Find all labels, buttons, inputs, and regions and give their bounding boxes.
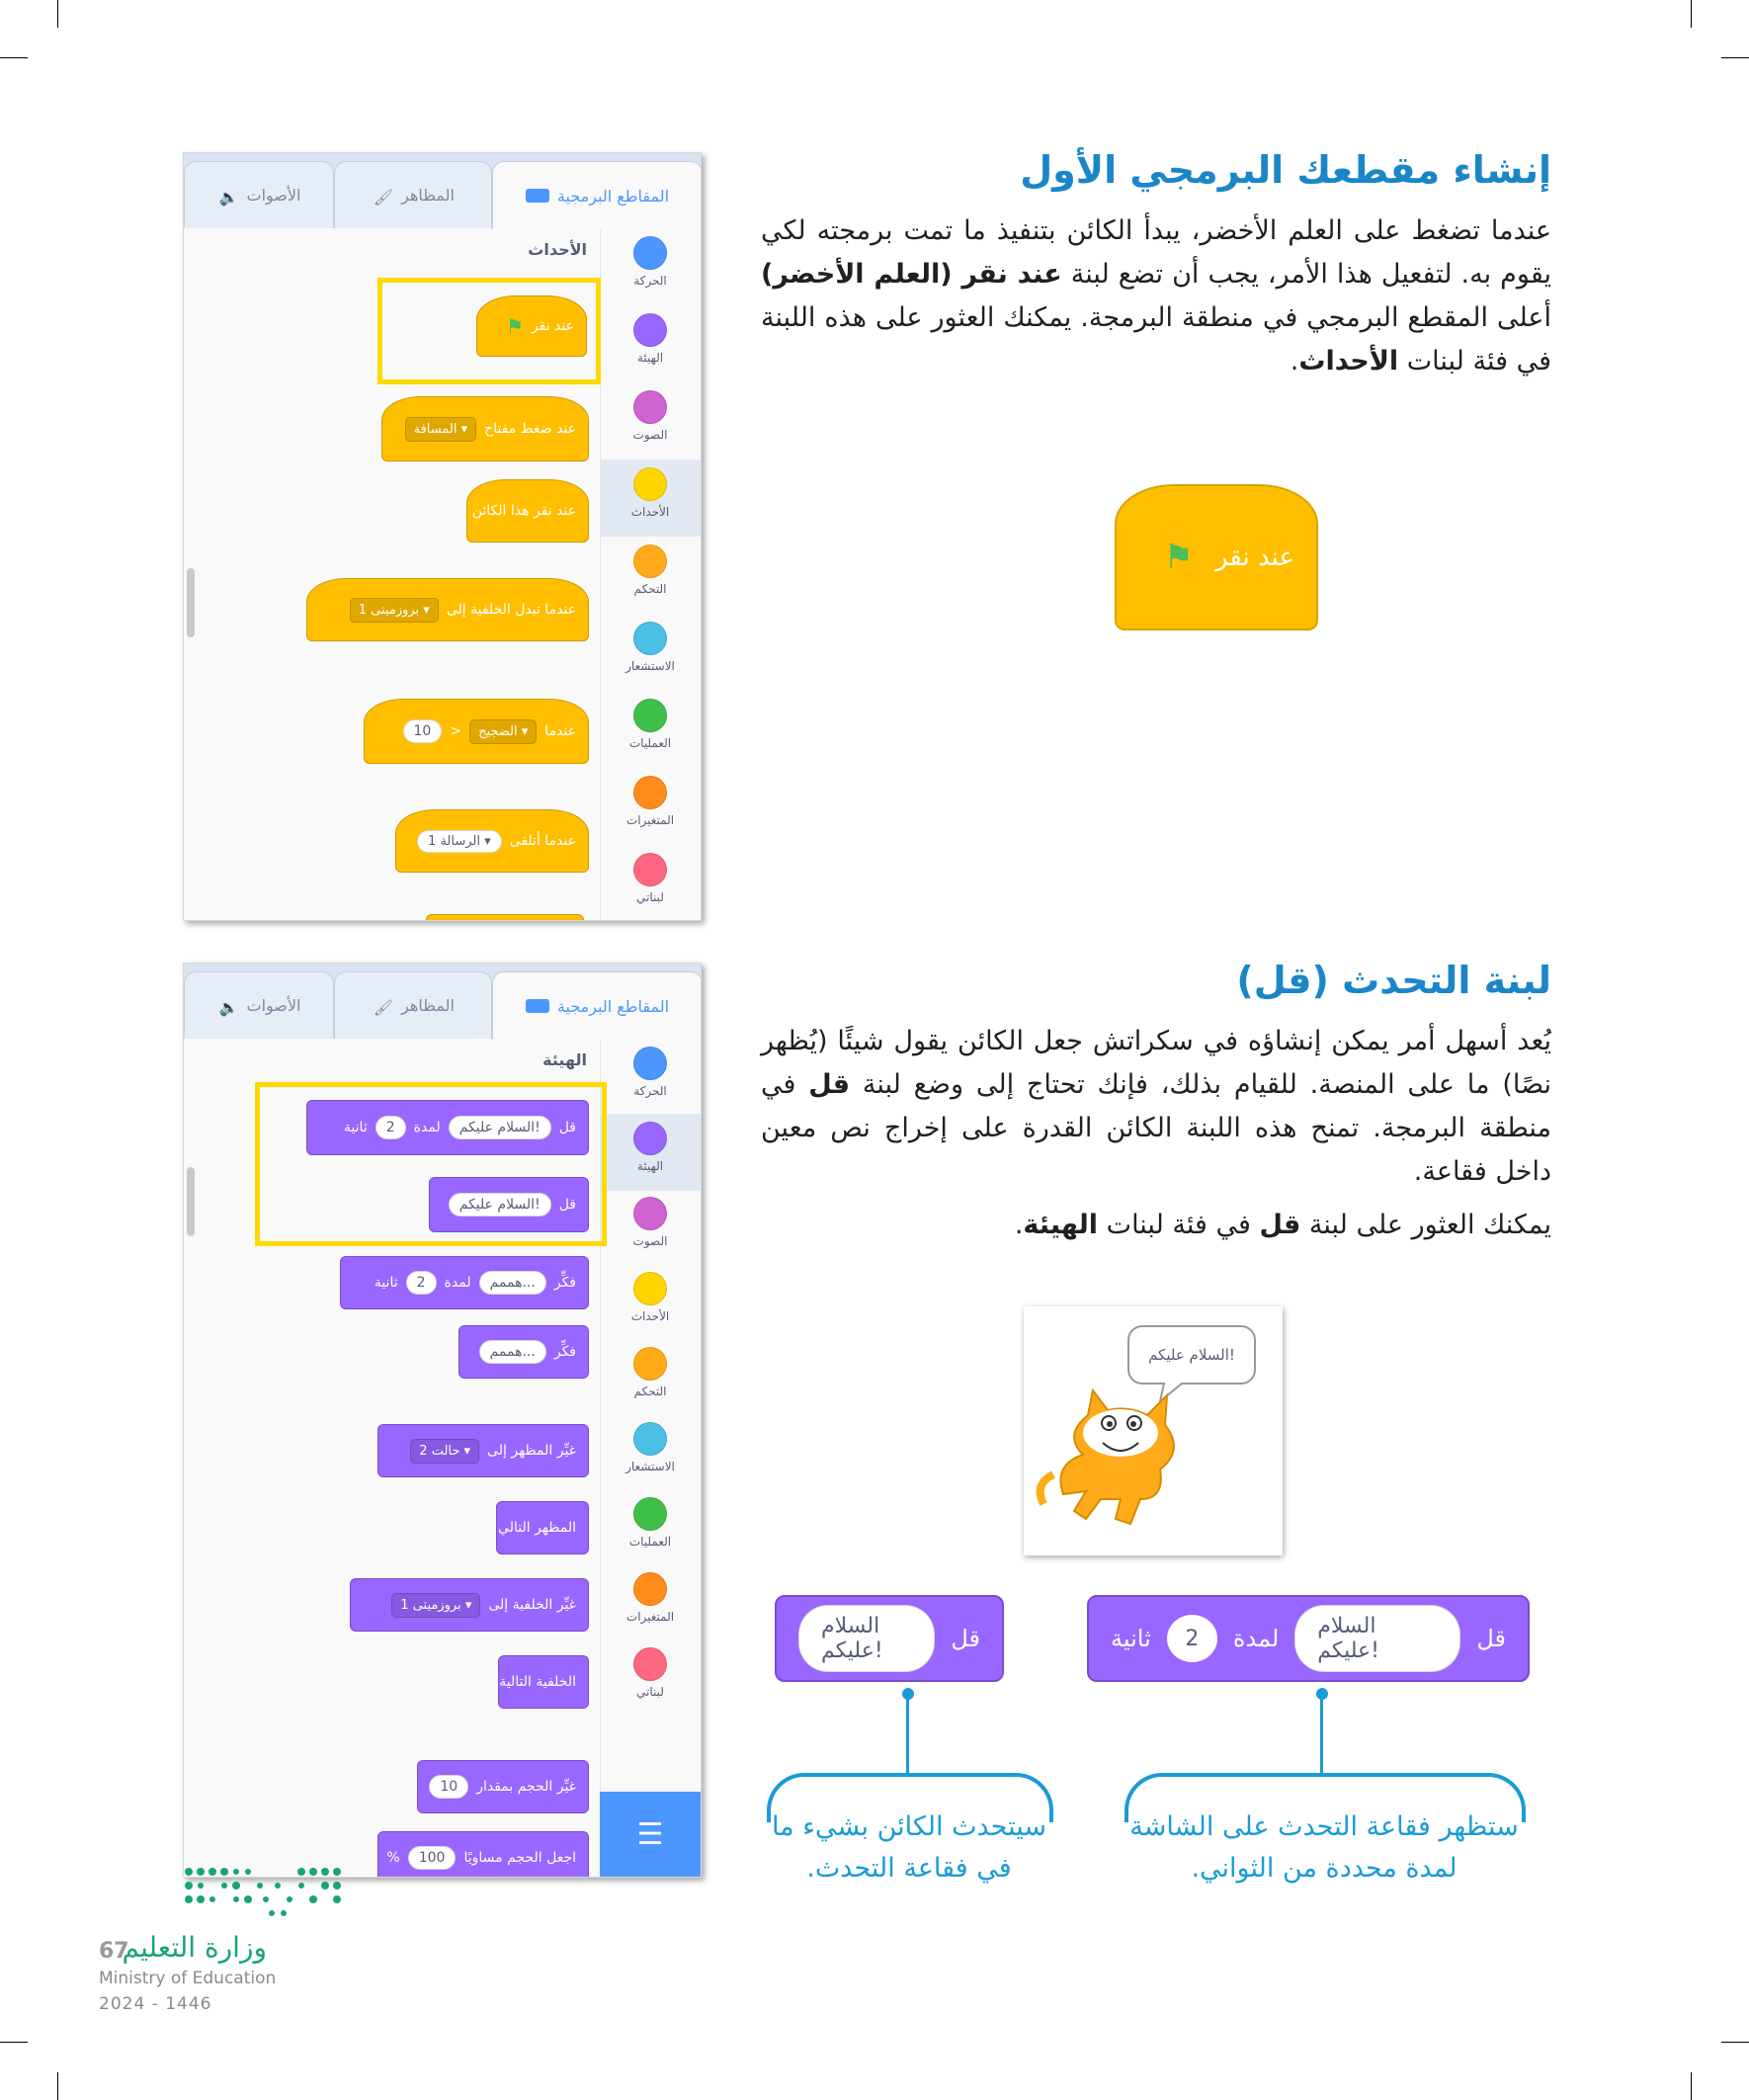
category-looks[interactable]: الهيئة xyxy=(600,305,701,382)
number-input[interactable]: 10 xyxy=(403,719,443,743)
tab-code[interactable]: المقاطع البرمجية xyxy=(492,971,702,1040)
text-input[interactable]: هممم... xyxy=(479,1271,546,1295)
section-paragraph: عندما تضغط على العلم الأخضر، يبدأ الكائن بتنفيذ ما تمت برمجته لكي يقوم به. لتفعيل هذا الأمر، يجب أن تضع لبنة عند نقر (العلم الأخضر) أعلى المقطع البرمجي في منطقة البرمجة. يمكنك العثور على هذه اللبنة في فئة لبنات الأحداث. xyxy=(761,215,1551,377)
text-input: السلام عليكم! xyxy=(798,1605,935,1672)
when-sprite-clicked-block[interactable]: عند نقر هذا الكائن xyxy=(466,479,589,543)
motion-icon xyxy=(633,1047,667,1080)
caption-right: ستظهر فقاعة التحدث على الشاشة لمدة محددة من الثواني. xyxy=(1129,1811,1519,1884)
crop-mark xyxy=(1721,57,1749,58)
when-key-pressed-block[interactable]: عند ضغط مفتاح المسافة ▾ xyxy=(381,396,589,462)
switch-costume-block[interactable]: غيِّر المظهر إلى حالت 2 ▾ xyxy=(377,1424,589,1477)
set-size-block[interactable]: اجعل الحجم مساويًا 100 % xyxy=(377,1831,589,1878)
connector-line xyxy=(1320,1694,1323,1773)
category-list xyxy=(600,1039,701,1877)
connector-line xyxy=(906,1694,909,1773)
category-my-blocks[interactable]: لبناتي xyxy=(600,1639,701,1717)
when-flag-clicked-block-large xyxy=(1115,484,1318,630)
crop-mark xyxy=(1721,2042,1749,2043)
number-input[interactable]: 2 xyxy=(406,1271,437,1295)
section-say-block xyxy=(761,959,1551,1247)
scratch-blocks-panel-looks xyxy=(183,963,702,1878)
palette-scrollbar[interactable] xyxy=(187,568,195,637)
crop-mark xyxy=(57,0,58,28)
next-backdrop-block[interactable]: الخلفية التالية xyxy=(498,1655,589,1709)
speech-bubble-text: السلام عليكم! xyxy=(1148,1346,1235,1364)
scratch-cat-icon xyxy=(1024,1306,1283,1555)
highlight-box xyxy=(377,278,601,384)
variables-icon xyxy=(633,1572,667,1606)
category-variables[interactable]: المتغيرات xyxy=(600,768,701,845)
page-number: 67 xyxy=(99,1939,129,1964)
speaker-icon: 🔈 xyxy=(218,997,239,1017)
green-flag-icon: ⚑ xyxy=(505,314,524,338)
tab-sounds[interactable]: الأصوات 🔈 xyxy=(184,971,334,1039)
sound-icon xyxy=(633,390,667,424)
section-first-script xyxy=(761,148,1551,383)
crop-mark xyxy=(1691,0,1692,28)
operators-icon xyxy=(633,1497,667,1531)
palette-title: الأحداث xyxy=(528,240,587,259)
code-blocks-icon xyxy=(526,189,549,203)
text-input: السلام عليكم! xyxy=(1294,1605,1460,1672)
edition-year: 2024 - 1446 xyxy=(99,1994,212,2014)
brush-icon: 🖌 xyxy=(373,187,394,207)
tab-costumes[interactable]: المظاهر 🖌 xyxy=(334,161,492,228)
scratch-blocks-panel-events xyxy=(183,152,702,921)
say-block[interactable]: قل السلام عليكم! xyxy=(429,1177,589,1232)
section-paragraph: يمكنك العثور على لبنة قل في فئة لبنات الهيئة. xyxy=(1014,1210,1551,1240)
dots-logo-icon xyxy=(183,1866,351,1921)
when-backdrop-switches-block[interactable]: عندما تبدل الخلفية إلى بروزميتى 1 ▾ xyxy=(306,578,589,641)
category-looks[interactable]: الهيئة xyxy=(600,1114,701,1191)
ministry-logo-dots xyxy=(183,1866,351,1925)
extension-icon: ☰ xyxy=(636,1816,664,1852)
message-dropdown[interactable]: الرسالة 1 ▾ xyxy=(417,830,502,853)
category-list xyxy=(600,228,701,920)
partial-block xyxy=(426,914,584,921)
ministry-name-ar: وزارة التعليم xyxy=(122,1931,267,1964)
tab-costumes[interactable]: المظاهر 🖌 xyxy=(334,971,492,1039)
block-label: عند نقر xyxy=(1214,543,1294,572)
crop-mark xyxy=(0,2042,28,2043)
block-label: لمدة xyxy=(1232,1625,1280,1652)
key-dropdown[interactable]: المسافة ▾ xyxy=(405,417,477,442)
palette-scrollbar[interactable] xyxy=(187,1167,195,1236)
category-operators[interactable]: العمليات xyxy=(600,691,701,768)
category-events[interactable]: الأحداث xyxy=(600,1264,701,1341)
sprite-preview xyxy=(1024,1306,1283,1555)
number-input: 2 xyxy=(1167,1615,1217,1662)
when-greater-than-block[interactable]: عندما الضجيج ▾ > 10 xyxy=(364,699,589,764)
block-label: قل xyxy=(1476,1625,1506,1652)
add-extension-button[interactable] xyxy=(600,1792,701,1877)
text-input[interactable]: السلام عليكم! xyxy=(449,1193,551,1217)
sensor-dropdown[interactable]: الضجيج ▾ xyxy=(469,719,537,744)
change-size-block[interactable]: غيِّر الحجم بمقدار 10 xyxy=(417,1760,589,1813)
looks-icon xyxy=(633,1122,667,1155)
operators-icon xyxy=(633,699,667,732)
highlight-box xyxy=(255,1082,607,1246)
tab-code[interactable]: المقاطع البرمجية xyxy=(492,161,702,229)
category-motion[interactable]: الحركة xyxy=(600,1039,701,1116)
block-label: قل xyxy=(951,1625,980,1652)
control-icon xyxy=(633,1347,667,1381)
say-block-large xyxy=(775,1595,1004,1682)
costume-dropdown[interactable]: حالت 2 ▾ xyxy=(410,1439,479,1464)
ministry-name-en: Ministry of Education xyxy=(99,1969,277,1988)
green-flag-icon: ⚑ xyxy=(1163,538,1194,577)
text-input[interactable]: السلام عليكم! xyxy=(449,1116,551,1139)
palette-title: الهيئة xyxy=(542,1050,587,1069)
my-blocks-icon xyxy=(633,1647,667,1681)
crop-mark xyxy=(57,2072,58,2100)
section-heading: لبنة التحدث (قل) xyxy=(1236,959,1551,1002)
say-for-secs-block[interactable]: قل السلام عليكم! لمدة 2 ثانية xyxy=(306,1100,589,1155)
category-sound[interactable]: الصوت xyxy=(600,1189,701,1266)
code-blocks-icon xyxy=(526,999,549,1013)
category-sensing[interactable]: الاستشعار xyxy=(600,1414,701,1491)
crop-mark xyxy=(1691,2072,1692,2100)
sensing-icon xyxy=(633,1422,667,1456)
next-costume-block[interactable]: المظهر التالي xyxy=(496,1501,589,1554)
when-i-receive-block[interactable]: عندما أتلقى الرسالة 1 ▾ xyxy=(395,809,589,873)
brush-icon: 🖌 xyxy=(373,997,394,1017)
control-icon xyxy=(633,545,667,578)
variables-icon xyxy=(633,776,667,809)
think-block[interactable]: فكِّر هممم... xyxy=(458,1325,589,1379)
crop-mark xyxy=(0,57,28,58)
category-control[interactable]: التحكم xyxy=(600,537,701,614)
speaker-icon: 🔈 xyxy=(218,187,239,207)
section-heading: إنشاء مقطعك البرمجي الأول xyxy=(1020,148,1551,192)
events-icon xyxy=(633,467,667,501)
category-operators[interactable]: العمليات xyxy=(600,1489,701,1566)
tab-sounds[interactable]: الأصوات 🔈 xyxy=(184,161,334,228)
category-events[interactable]: الأحداث xyxy=(600,460,701,537)
sensing-icon xyxy=(633,622,667,655)
my-blocks-icon xyxy=(633,853,667,886)
caption-left: سيتحدث الكائن بشيء ما في فقاعة التحدث. xyxy=(771,1811,1047,1884)
category-sound[interactable]: الصوت xyxy=(600,382,701,460)
motion-icon xyxy=(633,236,667,270)
think-for-secs-block[interactable]: فكِّر هممم... لمدة 2 ثانية xyxy=(340,1256,589,1309)
category-control[interactable]: التحكم xyxy=(600,1339,701,1416)
events-icon xyxy=(633,1272,667,1305)
text-input[interactable]: هممم... xyxy=(479,1340,546,1364)
number-input[interactable]: 100 xyxy=(408,1846,457,1870)
backdrop-dropdown[interactable]: بروزميتى 1 ▾ xyxy=(391,1593,480,1618)
tab-bar xyxy=(184,964,701,1039)
tab-bar xyxy=(184,153,701,228)
section-paragraph: يُعد أسهل أمر يمكن إنشاؤه في سكراتش جعل الكائن يقول شيئًا (يُظهر نصًا) ما على المنصة. للقيام بذلك، فإنك تحتاج إلى وضع لبنة قل في منطقة البرمجة. تمنح هذه اللبنة الكائن القدرة على إخراج نص معين داخل فقاعة. xyxy=(761,1026,1552,1187)
backdrop-dropdown[interactable]: بروزميتى 1 ▾ xyxy=(350,598,439,623)
number-input[interactable]: 10 xyxy=(429,1775,468,1799)
category-my-blocks[interactable]: لبناتي xyxy=(600,845,701,921)
category-sensing[interactable]: الاستشعار xyxy=(600,614,701,691)
say-for-secs-block-large xyxy=(1087,1595,1530,1682)
switch-backdrop-block[interactable]: غيِّر الخلفية إلى بروزميتى 1 ▾ xyxy=(350,1578,589,1632)
category-motion[interactable]: الحركة xyxy=(600,228,701,305)
sound-icon xyxy=(633,1197,667,1230)
category-variables[interactable]: المتغيرات xyxy=(600,1564,701,1641)
looks-icon xyxy=(633,313,667,347)
number-input[interactable]: 2 xyxy=(375,1116,406,1139)
block-label: ثانية xyxy=(1111,1625,1151,1652)
when-flag-clicked-block[interactable]: عند نقر ⚑ xyxy=(476,295,587,357)
